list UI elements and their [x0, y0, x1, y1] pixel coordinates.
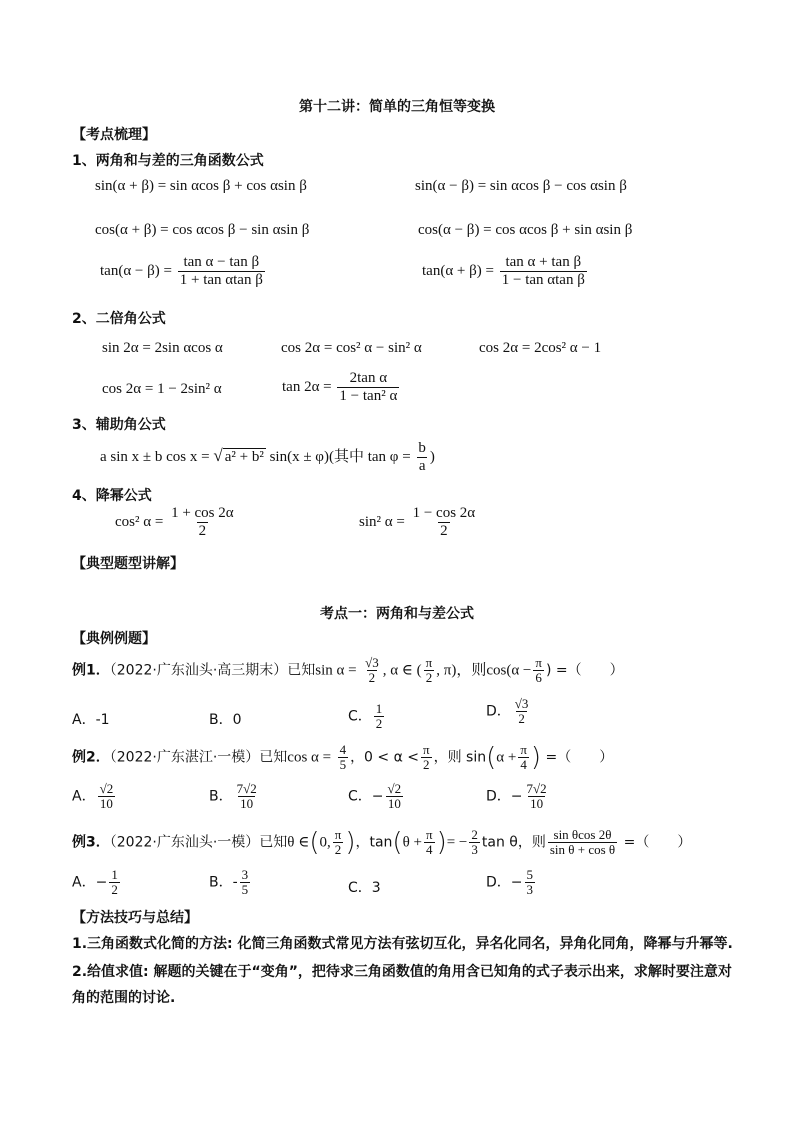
ex1-label: 例1．	[72, 662, 110, 679]
ex2-f1: cos α =	[287, 749, 332, 766]
ex2-option-b[interactable]	[209, 782, 261, 811]
ex2-b-den: 10	[240, 796, 254, 811]
ex3-d-label: D．−	[486, 874, 523, 891]
aux-lhs: a sin x ± b cos x =	[100, 448, 214, 465]
aux-end: )	[429, 448, 435, 465]
ex3-d4: sin θ + cos θ	[549, 842, 616, 857]
tip-2-line-2: 角的范围的讨论.	[72, 990, 176, 1006]
tan-minus-lhs: tan(α − β) =	[100, 262, 172, 279]
ex2-f4: α +	[496, 749, 517, 766]
ex1-f5: ) =（ ）	[545, 662, 624, 679]
ex1-d-num: √3	[514, 696, 529, 711]
ex1-c-den: 2	[375, 716, 383, 731]
tan-plus-den: 1 − tan αtan β	[501, 272, 585, 288]
ex3-d-num: 5	[526, 867, 534, 882]
ex2-c-den: 10	[387, 796, 401, 811]
ex2-option-a[interactable]	[72, 782, 117, 811]
tan2-lhs: tan 2α =	[282, 378, 332, 395]
ex2-option-c[interactable]	[348, 782, 405, 811]
aux-num: b	[418, 440, 426, 456]
ex1-f3: , π)，则	[436, 662, 487, 679]
ex2-n2: π	[423, 742, 430, 757]
aux-mid: sin(x ± φ)(其中 tan φ =	[265, 448, 411, 465]
example-2-question: 例2．（2022·广东湛江·一模）已知cos α = $\frac{4}{5}$ ，0 < α < $\frac{\pi}{2}$ ，则 sin(α + $\frac{\pi}{4}$ ) =（ ）	[72, 742, 614, 773]
tip-1: 1.三角函数式化简的方法: 化简三角函数式常见方法有弦切互化，异名化同名，异角化同角，降幂与升幂等.	[72, 936, 733, 952]
ex3-f1: θ ∈	[287, 834, 310, 851]
ex3-n2: π	[425, 827, 433, 842]
ex3-option-c[interactable]: C．3	[348, 880, 381, 896]
ex2-b-num: 7√2	[236, 781, 257, 796]
ex3-f2: 0,	[319, 834, 331, 851]
ex1-c-num: 1	[375, 701, 383, 716]
ex1-d2: 2	[425, 670, 433, 685]
tip-2-line-1: 2.给值求值: 解题的关键在于“变角”，把待求三角函数值的角用含已知角的式子表示出来，求解时要注意对	[72, 964, 732, 980]
tan-plus-num: tan α + tan β	[505, 254, 582, 270]
ex1-option-c[interactable]	[348, 702, 386, 731]
ex3-f3: ，tan	[355, 834, 393, 851]
ex3-f4: θ +	[402, 834, 422, 851]
tan-minus-den: 1 + tan αtan β	[179, 272, 263, 288]
ex2-f5: =（ ）	[541, 749, 614, 766]
kaodian-1-title: 考点一：两角和与差公式	[320, 606, 474, 622]
formula-sin-squared	[359, 505, 479, 540]
sinsq-lhs: sin² α =	[359, 513, 405, 530]
heading-1: 1、两角和与差的三角函数公式	[72, 153, 264, 169]
ex2-d-label: D．−	[486, 788, 523, 805]
ex1-n3: π	[535, 655, 542, 670]
tan-minus-num: tan α − tan β	[183, 254, 260, 270]
ex1-d1: 2	[368, 670, 376, 685]
ex3-n3: 2	[471, 827, 478, 842]
ex2-source: （2022·广东湛江·一模）已知	[109, 749, 288, 766]
formula-tan2	[282, 370, 401, 405]
ex3-option-a[interactable]	[72, 868, 122, 897]
section-fangfa: 【方法技巧与总结】	[72, 910, 198, 926]
section-lieti: 【典例例题】	[72, 631, 156, 647]
ex2-b-label: B．	[209, 788, 233, 805]
cossq-den: 2	[198, 523, 207, 539]
ex3-a-den: 2	[111, 882, 118, 897]
ex3-b-den: 5	[241, 882, 249, 897]
formula-cos-plus: cos(α + β) = cos αcos β − sin αsin β	[95, 222, 310, 238]
formula-auxiliary: a sin x ± b cos x = √ a² + b² sin(x ± φ)(其中 tan φ = $\frac{b}{a}$ )	[100, 440, 435, 474]
ex2-a-num: √2	[99, 781, 114, 796]
formula-sin2: sin 2α = 2sin αcos α	[102, 340, 223, 356]
ex2-d-num: 7√2	[526, 781, 547, 796]
heading-2: 2、二倍角公式	[72, 311, 166, 327]
heading-3: 3、辅助角公式	[72, 417, 166, 433]
ex1-n1: √3	[365, 655, 379, 670]
sinsq-den: 2	[440, 523, 448, 539]
tan2-num: 2tan α	[349, 370, 388, 386]
ex3-b-num: 3	[241, 867, 249, 882]
ex2-n3: π	[520, 742, 527, 757]
ex1-d-den: 2	[518, 711, 525, 726]
ex2-a-den: 10	[99, 796, 113, 811]
ex3-b-label: B．-	[209, 874, 238, 891]
ex3-f5: = −	[446, 834, 468, 851]
ex3-option-b[interactable]	[209, 868, 252, 897]
formula-cos2-a: cos 2α = cos² α − sin² α	[281, 340, 422, 356]
ex1-f4: cos(α −	[486, 662, 532, 679]
ex3-label: 例3．	[72, 834, 110, 851]
formula-cos-minus: cos(α − β) = cos αcos β + sin αsin β	[418, 222, 633, 238]
ex2-a-label: A．	[72, 788, 96, 805]
section-dianxing: 【典型题型讲解】	[72, 556, 184, 572]
ex1-f1: sin α =	[315, 662, 357, 679]
example-3-question: 例3．（2022·广东汕头·一模）已知θ ∈(0, $\frac{\pi}{2}$ )，tan(θ + $\frac{\pi}{4}$ )= − $\frac{2}{3}$ tan θ，则 $\frac{\text{sin θcos 2θ}}{\text{sin θ + cos θ}}$ =（ ）	[72, 827, 692, 858]
ex3-d1: 2	[334, 842, 342, 857]
ex2-d1: 5	[339, 757, 347, 772]
ex1-option-b[interactable]: B．0	[209, 712, 242, 728]
ex1-option-a[interactable]: A．-1	[72, 712, 110, 728]
ex2-n1: 4	[339, 742, 347, 757]
ex3-f7: =（ ）	[619, 834, 692, 851]
ex1-d-label: D．	[486, 703, 511, 720]
ex2-c-label: C．−	[348, 788, 384, 805]
ex2-d3: 4	[520, 757, 527, 772]
formula-cos2-b: cos 2α = 2cos² α − 1	[479, 340, 602, 356]
example-1-question	[72, 656, 624, 685]
ex3-option-d[interactable]	[486, 868, 537, 897]
ex3-a-num: 1	[111, 867, 118, 882]
section-kaodian: 【考点梳理】	[72, 127, 156, 143]
ex1-d3: 6	[535, 670, 542, 685]
formula-sin-plus: sin(α + β) = sin αcos β + cos αsin β	[95, 178, 307, 194]
formula-tan-plus	[422, 254, 589, 289]
heading-4: 4、降幂公式	[72, 488, 152, 504]
tan-plus-lhs: tan(α + β) =	[422, 262, 494, 279]
cossq-num: 1 + cos 2α	[171, 505, 234, 521]
page-title: 第十二讲：简单的三角恒等变换	[299, 99, 495, 115]
ex3-n1: π	[334, 827, 342, 842]
ex3-d2: 4	[426, 842, 433, 857]
aux-root: a² + b²	[224, 448, 264, 465]
ex1-source: （2022·广东汕头·高三期末）已知	[109, 662, 316, 679]
sinsq-num: 1 − cos 2α	[412, 505, 476, 521]
aux-den: a	[418, 458, 426, 474]
ex3-a-label: A．−	[72, 874, 108, 891]
ex2-label: 例2．	[72, 749, 110, 766]
tan2-den: 1 − tan² α	[339, 388, 398, 404]
cossq-lhs: cos² α =	[115, 513, 164, 530]
formula-cos-squared	[115, 505, 238, 540]
ex2-d-den: 10	[530, 796, 544, 811]
ex1-option-d[interactable]	[486, 697, 532, 726]
ex1-c-label: C．	[348, 708, 372, 725]
ex1-n2: π	[425, 655, 433, 670]
ex3-d-den: 3	[526, 882, 534, 897]
ex2-f3: ，则 sin	[433, 749, 487, 766]
ex1-f2: , α ∈ (	[382, 662, 422, 679]
formula-tan-minus	[100, 254, 267, 289]
ex2-option-d[interactable]	[486, 782, 551, 811]
formula-cos2-c: cos 2α = 1 − 2sin² α	[102, 381, 222, 397]
ex2-d2: 2	[423, 757, 430, 772]
ex3-d3: 3	[471, 842, 478, 857]
ex3-source: （2022·广东汕头·一模）已知	[109, 834, 288, 851]
ex3-n4: sin θcos 2θ	[553, 827, 612, 842]
ex2-f2: ，0 < α <	[350, 749, 420, 766]
ex2-c-num: √2	[387, 781, 402, 796]
formula-sin-minus: sin(α − β) = sin αcos β − cos αsin β	[415, 178, 627, 194]
ex3-f6: tan θ，则	[481, 834, 546, 851]
